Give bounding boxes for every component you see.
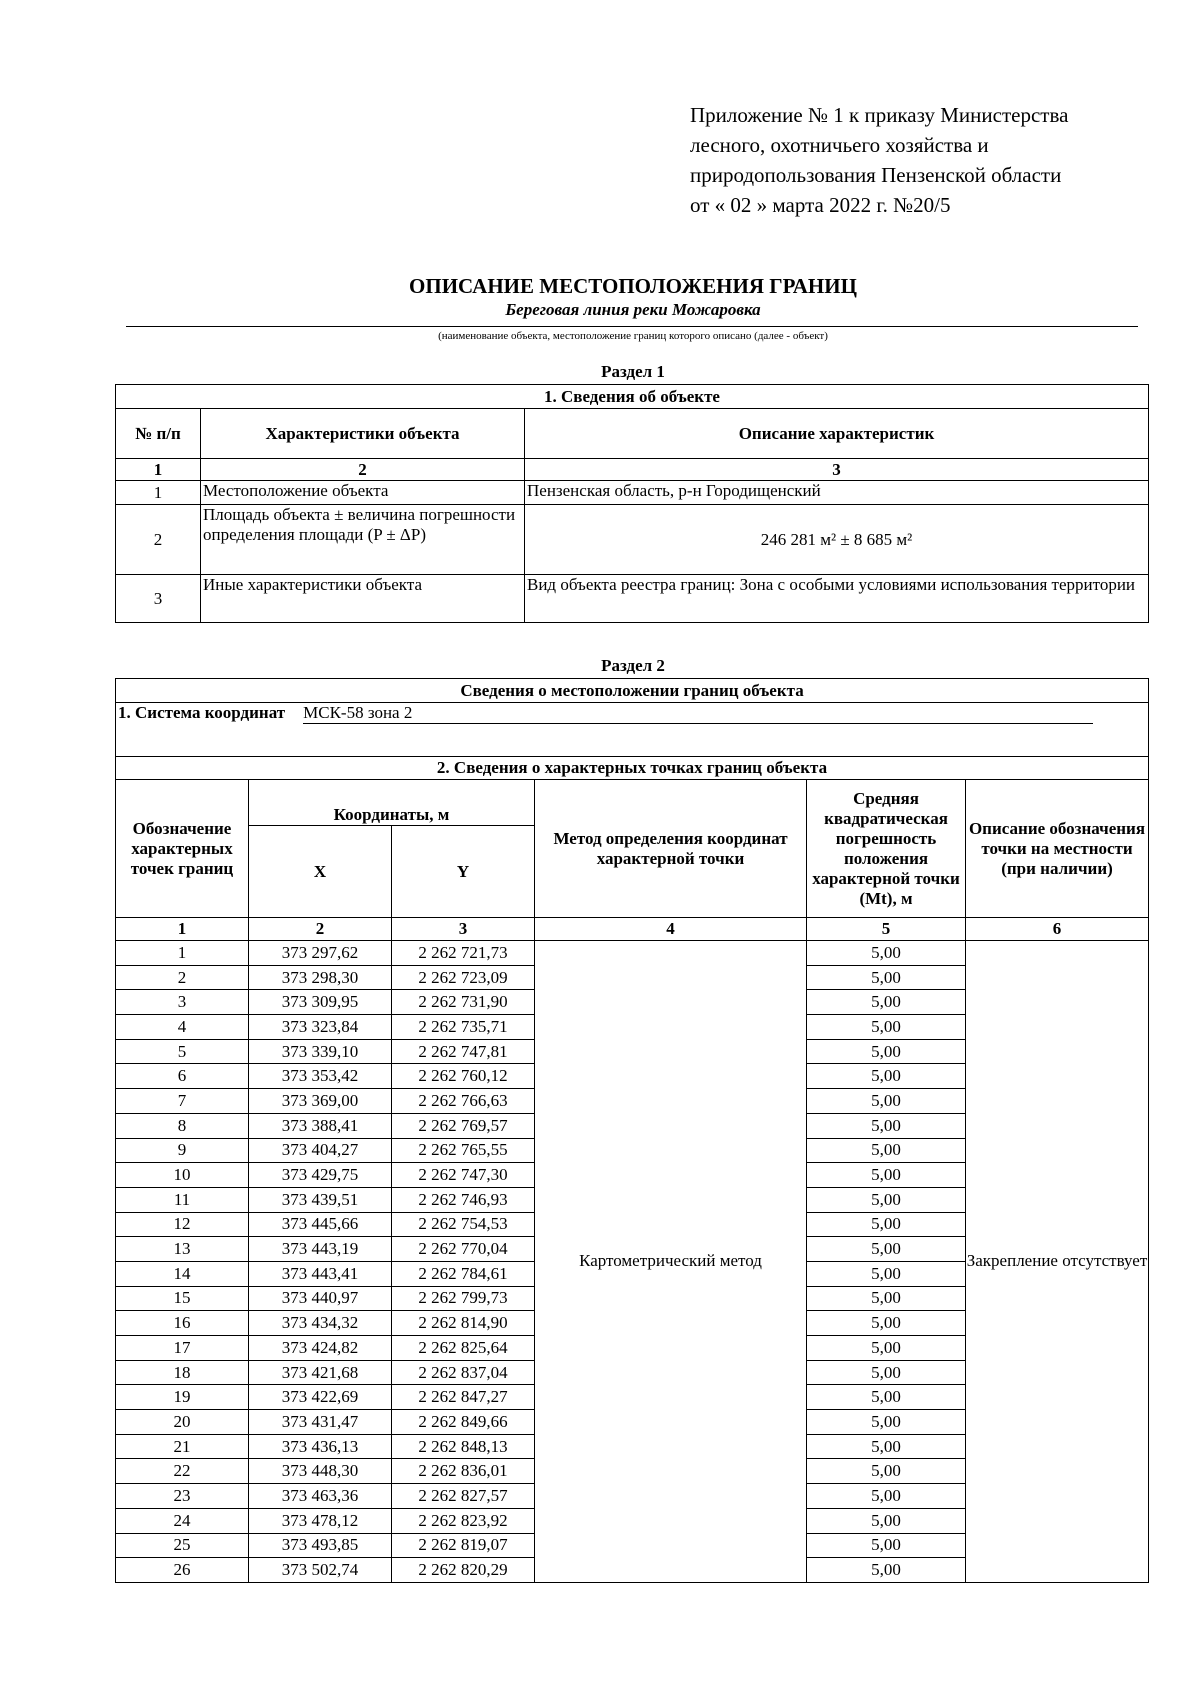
document-caption: (наименование объекта, местоположение границ которого описано (далее - объект) [438, 330, 828, 342]
header-point-description: Описание обозначения точки на местности (при наличии) [966, 780, 1149, 918]
point-x: 373 421,68 [249, 1360, 392, 1385]
point-number: 20 [116, 1410, 249, 1435]
row-number: 2 [116, 505, 201, 575]
point-number: 26 [116, 1558, 249, 1583]
title-underline [126, 326, 1138, 327]
point-y: 2 262 735,71 [392, 1015, 535, 1040]
row-description: Пензенская область, р-н Городищенский [525, 481, 1149, 505]
row-description: Вид объекта реестра границ: Зона с особыми условиями использования территории [525, 575, 1149, 623]
point-error: 5,00 [807, 1434, 966, 1459]
object-info-title: 1. Сведения об объекте [116, 385, 1149, 409]
point-error: 5,00 [807, 1558, 966, 1583]
point-y: 2 262 848,13 [392, 1434, 535, 1459]
point-x: 373 493,85 [249, 1533, 392, 1558]
point-number: 2 [116, 965, 249, 990]
column-number: 1 [116, 459, 201, 481]
point-error: 5,00 [807, 1064, 966, 1089]
point-error: 5,00 [807, 1336, 966, 1361]
column-number: 5 [807, 918, 966, 941]
point-number: 13 [116, 1237, 249, 1262]
point-y: 2 262 814,90 [392, 1311, 535, 1336]
point-error: 5,00 [807, 1286, 966, 1311]
point-error: 5,00 [807, 965, 966, 990]
header-characteristic: Характеристики объекта [201, 409, 525, 459]
header-method: Метод определения координат характерной точки [535, 780, 807, 918]
point-error: 5,00 [807, 1459, 966, 1484]
point-error: 5,00 [807, 1484, 966, 1509]
point-error: 5,00 [807, 1113, 966, 1138]
point-x: 373 445,66 [249, 1212, 392, 1237]
point-y: 2 262 731,90 [392, 990, 535, 1015]
point-y: 2 262 819,07 [392, 1533, 535, 1558]
table-row [116, 505, 1149, 575]
point-error: 5,00 [807, 1212, 966, 1237]
point-y: 2 262 784,61 [392, 1261, 535, 1286]
point-y: 2 262 827,57 [392, 1484, 535, 1509]
point-number: 7 [116, 1089, 249, 1114]
point-number: 15 [116, 1286, 249, 1311]
column-number: 4 [535, 918, 807, 941]
header-y: Y [392, 826, 535, 918]
point-number: 10 [116, 1163, 249, 1188]
point-number: 5 [116, 1039, 249, 1064]
appendix-line: Приложение № 1 к приказу Министерства [690, 103, 1069, 127]
column-number: 2 [201, 459, 525, 481]
point-number: 18 [116, 1360, 249, 1385]
point-y: 2 262 847,27 [392, 1385, 535, 1410]
column-number: 6 [966, 918, 1149, 941]
point-number: 22 [116, 1459, 249, 1484]
point-number: 21 [116, 1434, 249, 1459]
header-designation: Обозначение характерных точек границ [116, 780, 249, 918]
boundary-points-table [115, 678, 1149, 1583]
column-number: 3 [392, 918, 535, 941]
point-x: 373 298,30 [249, 965, 392, 990]
section2-label: Раздел 2 [601, 656, 665, 675]
point-number: 3 [116, 990, 249, 1015]
point-x: 373 439,51 [249, 1187, 392, 1212]
point-error: 5,00 [807, 1261, 966, 1286]
point-x: 373 309,95 [249, 990, 392, 1015]
object-info-table [115, 384, 1149, 623]
points-title: 2. Сведения о характерных точках границ объекта [116, 757, 1149, 780]
point-error: 5,00 [807, 1163, 966, 1188]
point-number: 25 [116, 1533, 249, 1558]
point-y: 2 262 747,30 [392, 1163, 535, 1188]
point-number: 19 [116, 1385, 249, 1410]
point-error: 5,00 [807, 990, 966, 1015]
point-y: 2 262 799,73 [392, 1286, 535, 1311]
point-x: 373 463,36 [249, 1484, 392, 1509]
point-x: 373 353,42 [249, 1064, 392, 1089]
header-description: Описание характеристик [525, 409, 1149, 459]
point-error: 5,00 [807, 1237, 966, 1262]
point-y: 2 262 747,81 [392, 1039, 535, 1064]
column-number: 3 [525, 459, 1149, 481]
document-title: ОПИСАНИЕ МЕСТОПОЛОЖЕНИЯ ГРАНИЦ [409, 274, 857, 298]
column-number: 2 [249, 918, 392, 941]
point-x: 373 440,97 [249, 1286, 392, 1311]
table-row [116, 481, 1149, 505]
point-x: 373 478,12 [249, 1508, 392, 1533]
point-x: 373 424,82 [249, 1336, 392, 1361]
point-error: 5,00 [807, 1311, 966, 1336]
section1-label: Раздел 1 [601, 362, 665, 381]
point-x: 373 388,41 [249, 1113, 392, 1138]
point-error: 5,00 [807, 1187, 966, 1212]
point-number: 9 [116, 1138, 249, 1163]
boundary-location-title: Сведения о местоположении границ объекта [116, 679, 1149, 703]
point-y: 2 262 825,64 [392, 1336, 535, 1361]
point-x: 373 429,75 [249, 1163, 392, 1188]
coordinate-system-label: 1. Система координат [118, 703, 286, 722]
table-row [116, 575, 1149, 623]
header-number: № п/п [116, 409, 201, 459]
point-error: 5,00 [807, 1360, 966, 1385]
point-y: 2 262 849,66 [392, 1410, 535, 1435]
point-y: 2 262 837,04 [392, 1360, 535, 1385]
point-x: 373 443,19 [249, 1237, 392, 1262]
point-error: 5,00 [807, 1089, 966, 1114]
point-x: 373 448,30 [249, 1459, 392, 1484]
coordinate-system-row [116, 703, 1149, 757]
point-y: 2 262 765,55 [392, 1138, 535, 1163]
point-number: 12 [116, 1212, 249, 1237]
point-y: 2 262 836,01 [392, 1459, 535, 1484]
point-number: 6 [116, 1064, 249, 1089]
coordinate-system-value: МСК-58 зона 2 [303, 703, 1093, 724]
point-y: 2 262 823,92 [392, 1508, 535, 1533]
row-number: 1 [116, 481, 201, 505]
point-y: 2 262 770,04 [392, 1237, 535, 1262]
point-y: 2 262 723,09 [392, 965, 535, 990]
point-number: 16 [116, 1311, 249, 1336]
column-number: 1 [116, 918, 249, 941]
point-x: 373 369,00 [249, 1089, 392, 1114]
point-error: 5,00 [807, 1533, 966, 1558]
point-y: 2 262 766,63 [392, 1089, 535, 1114]
point-error: 5,00 [807, 1138, 966, 1163]
point-number: 4 [116, 1015, 249, 1040]
point-number: 11 [116, 1187, 249, 1212]
row-characteristic: Местоположение объекта [201, 481, 525, 505]
point-y: 2 262 754,53 [392, 1212, 535, 1237]
point-error: 5,00 [807, 1410, 966, 1435]
row-characteristic: Иные характеристики объекта [201, 575, 525, 623]
point-x: 373 404,27 [249, 1138, 392, 1163]
point-x: 373 436,13 [249, 1434, 392, 1459]
point-number: 14 [116, 1261, 249, 1286]
point-number: 17 [116, 1336, 249, 1361]
header-coordinates: Координаты, м [249, 780, 535, 826]
point-error: 5,00 [807, 1039, 966, 1064]
point-y: 2 262 721,73 [392, 941, 535, 966]
point-error: 5,00 [807, 1015, 966, 1040]
row-description: 246 281 м² ± 8 685 м² [525, 505, 1149, 575]
point-x: 373 339,10 [249, 1039, 392, 1064]
point-number: 23 [116, 1484, 249, 1509]
document-subtitle: Береговая линия реки Можаровка [505, 300, 761, 319]
point-y: 2 262 820,29 [392, 1558, 535, 1583]
point-x: 373 443,41 [249, 1261, 392, 1286]
point-x: 373 323,84 [249, 1015, 392, 1040]
point-number: 8 [116, 1113, 249, 1138]
point-error: 5,00 [807, 1508, 966, 1533]
appendix-line: природопользования Пензенской области [690, 163, 1062, 187]
point-number: 24 [116, 1508, 249, 1533]
point-y: 2 262 760,12 [392, 1064, 535, 1089]
point-x: 373 422,69 [249, 1385, 392, 1410]
header-x: X [249, 826, 392, 918]
point-description-cell: Закрепление отсутствует [966, 941, 1149, 1583]
point-error: 5,00 [807, 941, 966, 966]
point-y: 2 262 769,57 [392, 1113, 535, 1138]
row-characteristic: Площадь объекта ± величина погрешности определения площади (P ± ΔP) [201, 505, 525, 575]
point-number: 1 [116, 941, 249, 966]
table-row [116, 941, 1149, 966]
method-cell: Картометрический метод [535, 941, 807, 1583]
point-y: 2 262 746,93 [392, 1187, 535, 1212]
point-x: 373 431,47 [249, 1410, 392, 1435]
appendix-line: лесного, охотничьего хозяйства и [690, 133, 989, 157]
appendix-line: от « 02 » марта 2022 г. №20/5 [690, 193, 951, 217]
point-x: 373 502,74 [249, 1558, 392, 1583]
header-error: Средняя квадратическая погрешность положения характерной точки (Mt), м [807, 780, 966, 918]
point-error: 5,00 [807, 1385, 966, 1410]
row-number: 3 [116, 575, 201, 623]
point-x: 373 297,62 [249, 941, 392, 966]
appendix-header [690, 100, 1150, 220]
point-x: 373 434,32 [249, 1311, 392, 1336]
